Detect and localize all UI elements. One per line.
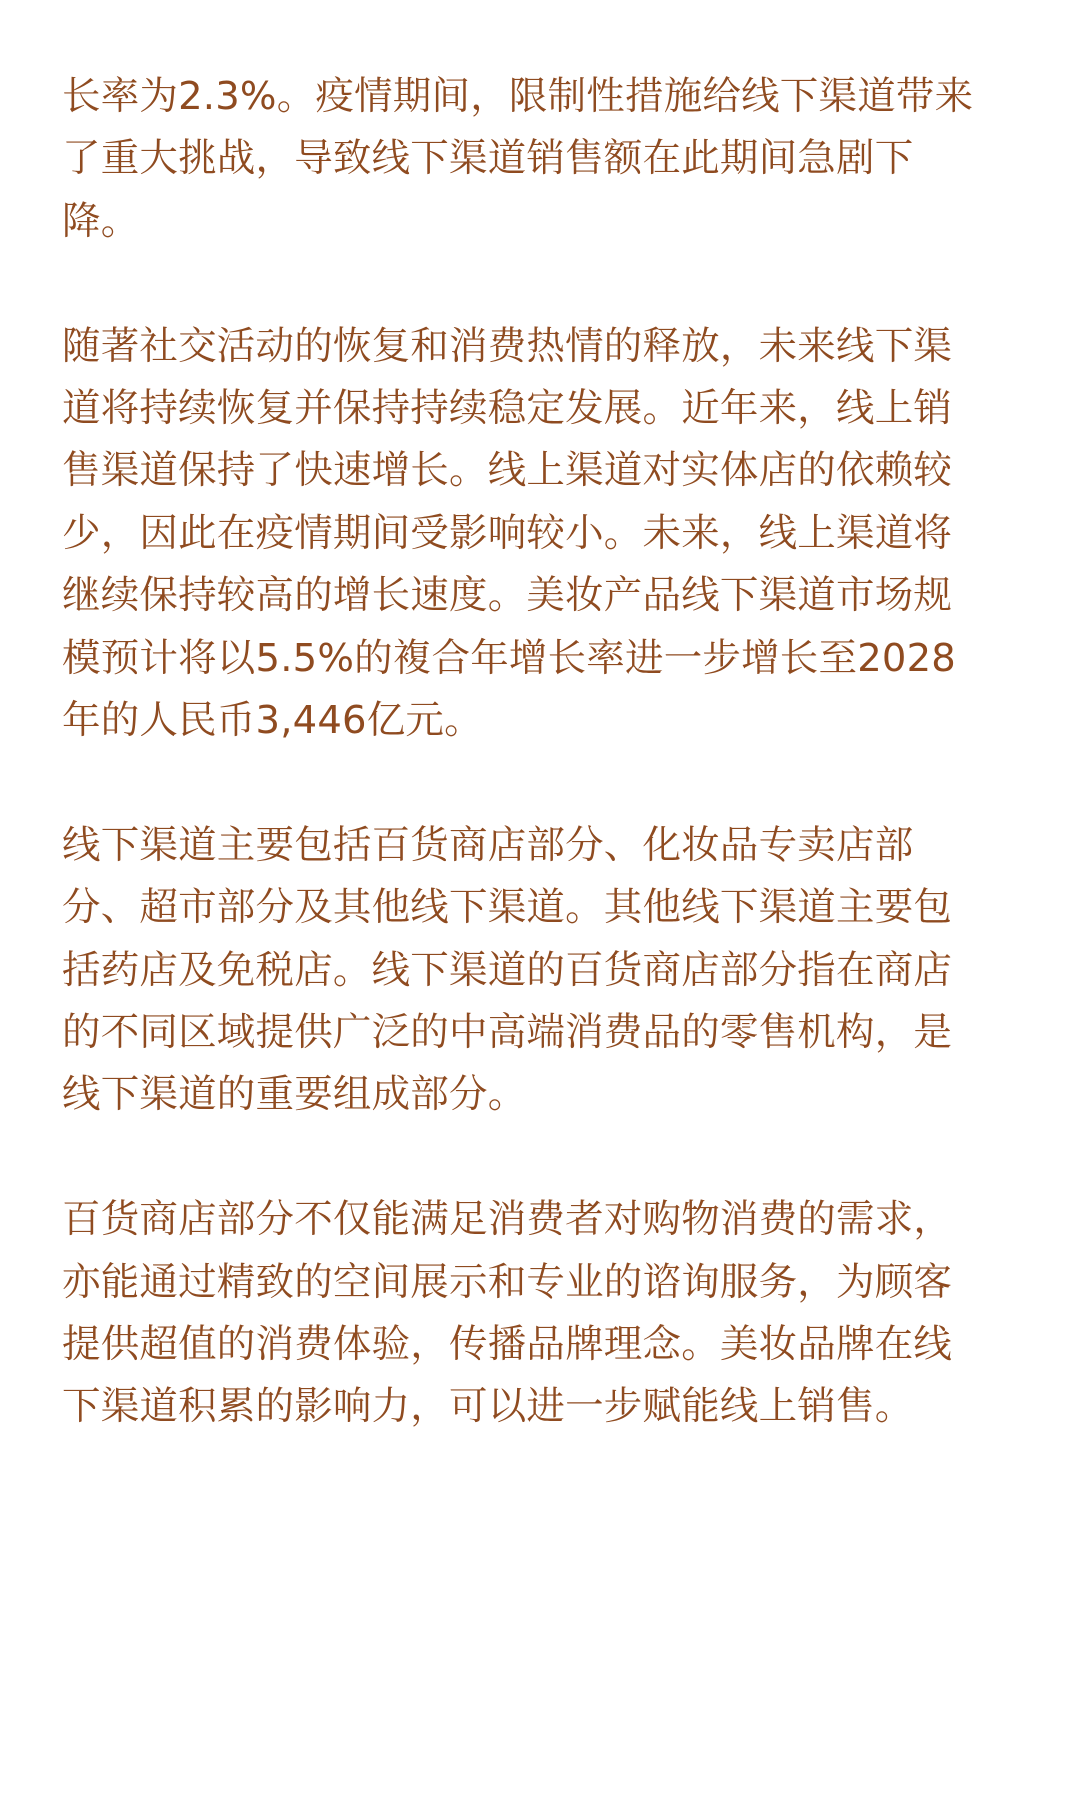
text-line: 了重大挑战，导致线下渠道销售额在此期间急剧下	[62, 136, 914, 182]
text-line: 的不同区域提供广泛的中高端消费品的零售机构，是	[62, 1010, 953, 1056]
article-body	[62, 66, 1017, 1501]
text-line: 下渠道积累的影响力，可以进一步赋能线上销售。	[62, 1384, 914, 1430]
text-line: 百货商店部分不仅能满足消费者对购物消费的需求，	[62, 1197, 953, 1243]
paragraph	[62, 1189, 1017, 1439]
text-line: 括药店及免税店。线下渠道的百货商店部分指在商店	[62, 947, 953, 993]
paragraph	[62, 66, 1017, 253]
text-line: 道将持续恢复并保持持续稳定发展。近年来，线上销	[62, 386, 953, 432]
text-line: 线下渠道主要包括百货商店部分、化妆品专卖店部	[62, 822, 914, 868]
text-line: 线下渠道的重要组成部分。	[62, 1072, 527, 1118]
text-line: 模预计将以5.5%的複合年增长率进一步增长至2028	[62, 635, 956, 681]
text-line: 提供超值的消费体验，传播品牌理念。美妆品牌在线	[62, 1322, 953, 1368]
text-line: 随著社交活动的恢复和消费热情的释放，未来线下渠	[62, 323, 953, 369]
paragraph	[62, 815, 1017, 1127]
paragraph	[62, 316, 1017, 753]
text-line: 亦能通过精致的空间展示和专业的谘询服务，为顾客	[62, 1259, 953, 1305]
text-line: 降。	[62, 198, 140, 244]
text-line: 少，因此在疫情期间受影响较小。未来，线上渠道将	[62, 510, 953, 556]
text-line: 售渠道保持了快速增长。线上渠道对实体店的依赖较	[62, 448, 953, 494]
text-line: 继续保持较高的增长速度。美妆产品线下渠道市场规	[62, 573, 953, 619]
text-line: 长率为2.3%。疫情期间，限制性措施给线下渠道带来	[62, 74, 974, 119]
text-line: 年的人民币3,446亿元。	[62, 698, 483, 744]
text-line: 分、超市部分及其他线下渠道。其他线下渠道主要包	[62, 885, 953, 931]
